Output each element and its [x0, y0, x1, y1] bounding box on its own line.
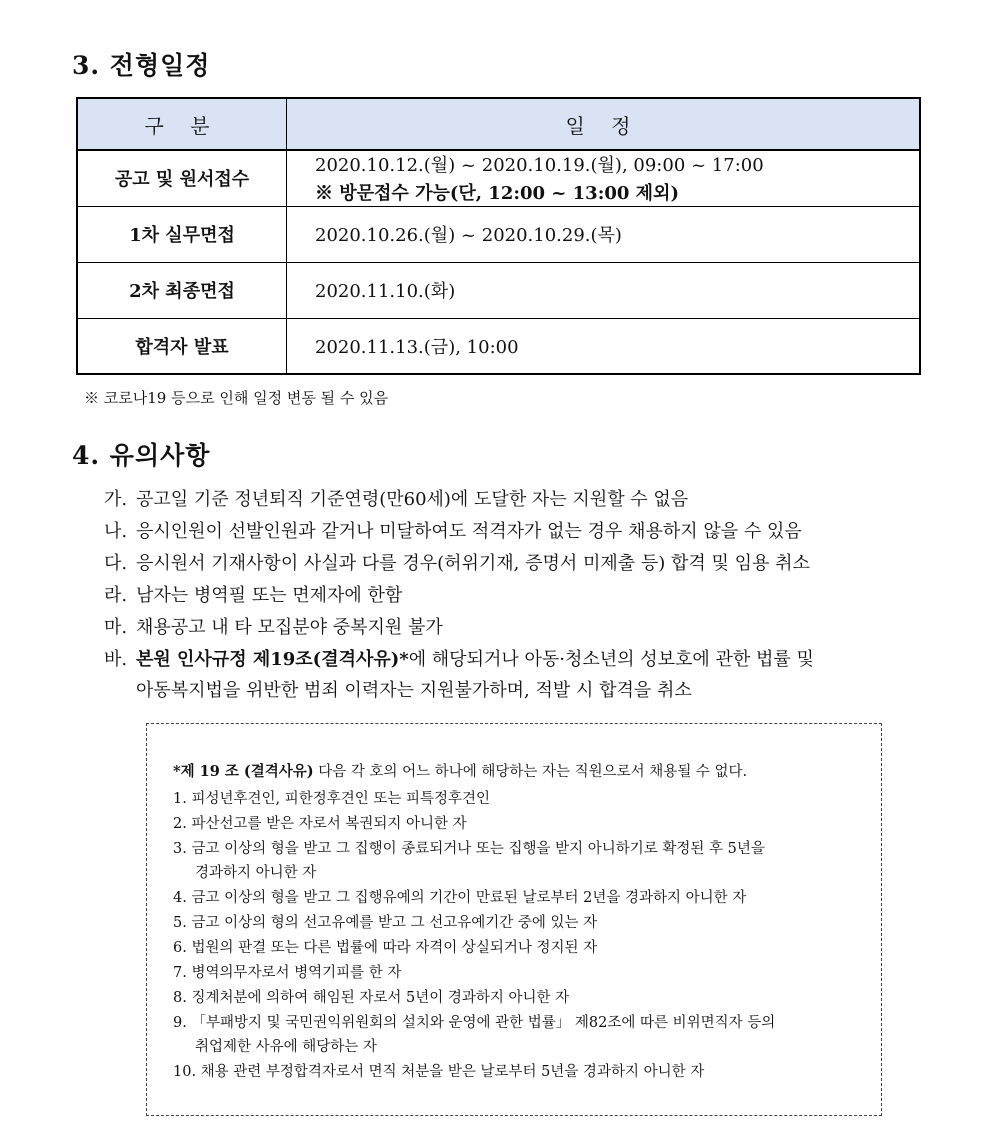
box-line: 10. 채용 관련 부정합격자로서 면직 처분을 받은 날로부터 5년을 경과하지 아니한 자: [173, 1064, 705, 1080]
schedule-table: [76, 97, 921, 375]
notice-list: [104, 486, 814, 704]
box-line: 4. 금고 이상의 형을 받고 그 집행유예의 기간이 만료된 날로부터 2년을 경과하지 아니한 자: [173, 890, 747, 906]
row-label: 합격자 발표: [77, 318, 287, 374]
box-line: 6. 법원의 판결 또는 다른 법률에 따라 자격이 상실되거나 정지된 자: [173, 940, 598, 956]
list-item: 나. 응시인원이 선발인원과 같거나 미달하여도 적격자가 없는 경우 채용하지 않을 수 있음: [104, 521, 802, 542]
row-value: 2020.11.10.(화): [287, 262, 921, 318]
box-line: 8. 징계처분에 의하여 해임된 자로서 5년이 경과하지 아니한 자: [173, 990, 570, 1006]
table-row: [77, 262, 920, 318]
table-header-row: [77, 98, 920, 150]
regulation-reference: 본원 인사규정 제19조(결격사유)*: [136, 649, 409, 670]
table-row: [77, 206, 920, 262]
box-line: 경과하지 아니한 자: [195, 865, 317, 881]
box-line: 1. 피성년후견인, 피한정후견인 또는 피특정후견인: [173, 791, 491, 807]
table-row: [77, 318, 920, 374]
list-item: 마. 채용공고 내 타 모집분야 중복지원 불가: [104, 617, 443, 638]
list-item: 바. 본원 인사규정 제19조(결격사유)*에 해당되거나 아동·청소년의 성보호에 관한 법률 및: [104, 649, 814, 670]
header-schedule: 일 정: [287, 98, 921, 150]
row-value: 2020.11.13.(금), 10:00: [287, 318, 921, 374]
row-label: 2차 최종면접: [77, 262, 287, 318]
list-item: 가. 공고일 기준 정년퇴직 기준연령(만60세)에 도달한 자는 지원할 수 없음: [104, 489, 689, 510]
box-line: 취업제한 사유에 해당하는 자: [195, 1039, 377, 1055]
box-line: 3. 금고 이상의 형을 받고 그 집행이 종료되거나 또는 집행을 받지 아니하기로 확정된 후 5년을: [173, 841, 765, 857]
row-label: 공고 및 원서접수: [77, 150, 287, 206]
list-item-continuation: 아동복지법을 위반한 범죄 이력자는 지원불가하며, 적발 시 합격을 취소: [136, 680, 692, 701]
row-value: 2020.10.12.(월) ~ 2020.10.19.(월), 09:00 ~ 17:00 ※ 방문접수 가능(단, 12:00 ~ 13:00 제외): [287, 150, 921, 206]
row-label: 1차 실무면접: [77, 206, 287, 262]
row-subnote: ※ 방문접수 가능(단, 12:00 ~ 13:00 제외): [315, 183, 679, 205]
list-item: 다. 응시원서 기재사항이 사실과 다를 경우(허위기재, 증명서 미제출 등) 합격 및 임용 취소: [104, 553, 810, 574]
box-line: 9. 「부패방지 및 국민권익위원회의 설치와 운영에 관한 법률」 제82조에 따른 비위면직자 등의: [173, 1015, 776, 1031]
box-line: 5. 금고 이상의 형의 선고유예를 받고 그 선고유예기간 중에 있는 자: [173, 915, 598, 931]
box-title: *제 19 조 (결격사유) 다음 각 호의 어느 하나에 해당하는 자는 직원으로서 채용될 수 없다.: [173, 763, 748, 780]
section-3-title: 3. 전형일정: [72, 51, 211, 80]
header-category: 구 분: [77, 98, 287, 150]
schedule-note: ※ 코로나19 등으로 인해 일정 변동 될 수 있음: [84, 389, 389, 407]
table-row: [77, 150, 920, 206]
section-4-title: 4. 유의사항: [72, 441, 211, 470]
disqualification-box: [146, 723, 882, 1116]
row-value: 2020.10.26.(월) ~ 2020.10.29.(목): [287, 206, 921, 262]
list-item: 라. 남자는 병역필 또는 면제자에 한함: [104, 585, 403, 606]
box-line: 2. 파산선고를 받은 자로서 복권되지 아니한 자: [173, 816, 467, 832]
box-line: 7. 병역의무자로서 병역기피를 한 자: [173, 965, 402, 981]
